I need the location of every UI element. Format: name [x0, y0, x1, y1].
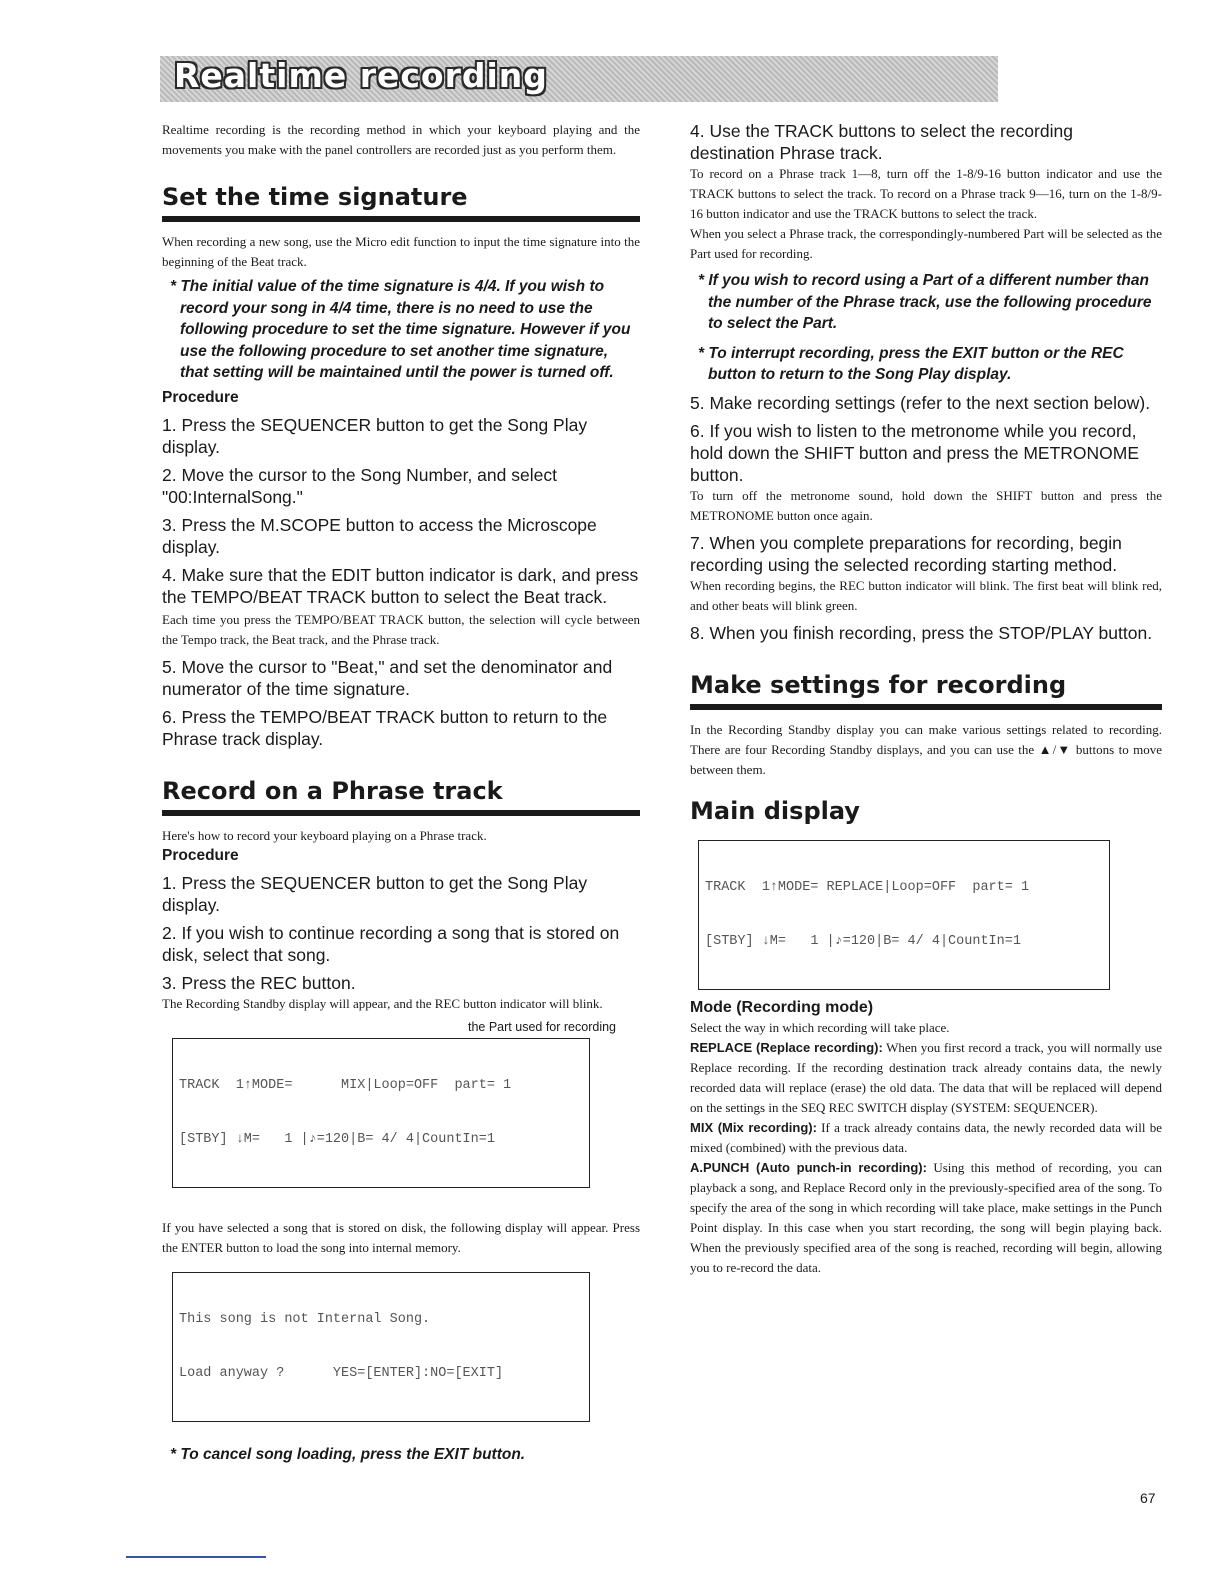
- lcd-main-line-1: TRACK 1↑MODE= REPLACE|Loop=OFF part= 1: [705, 879, 1030, 895]
- bottom-rule: [126, 1556, 266, 1558]
- ts-step-6: 6. Press the TEMPO/BEAT TRACK button to return to the Phrase track display.: [162, 706, 608, 749]
- pt-step-3: 3. Press the REC button.: [162, 972, 356, 993]
- lcd-main-display: [698, 840, 1110, 990]
- heading-time-signature: Set the time signature: [162, 182, 640, 222]
- time-signature-note: * The initial value of the time signature is 4/4. If you wish to record your song in 4/4 time, there is no need to use the following procedure to set the time signature. However if you use the following procedure to set another time signature, that setting will be maintained until the power is turned off.: [170, 278, 631, 381]
- disk-song-text: If you have selected a song that is stored on disk, the following display will appear. Press the ENTER button to load the song into internal memory.: [162, 1219, 640, 1255]
- ts-step-5: 5. Move the cursor to "Beat," and set the denominator and numerator of the time signature.: [162, 656, 613, 699]
- lcd-standby-display: [172, 1038, 590, 1188]
- rt-note-1: * If you wish to record using a Part of a different number than the number of the Phrase track, use the following procedure to select the Part.: [698, 272, 1152, 332]
- pt-step-3-detail: The Recording Standby display will appear, and the REC button indicator will blink.: [162, 995, 603, 1011]
- heading-main-display: Main display: [690, 796, 860, 825]
- ts-step-4-detail: Each time you press the TEMPO/BEAT TRACK button, the selection will cycle between the Tempo track, the Beat track, and the Phrase track.: [162, 611, 640, 647]
- replace-label: REPLACE (Replace recording):: [690, 1039, 883, 1055]
- rt-step-6: 6. If you wish to listen to the metronome while you record, hold down the SHIFT button and press the METRONOME button.: [690, 420, 1140, 485]
- mix-label: MIX (Mix recording):: [690, 1119, 817, 1135]
- mix-paragraph: [690, 1118, 1162, 1158]
- heading-phrase-track: Record on a Phrase track: [162, 776, 640, 816]
- phrase-track-body: Here's how to record your keyboard playing on a Phrase track.: [162, 827, 487, 843]
- right-column: [690, 120, 1162, 1278]
- lcd-main-line-2: [STBY] ↓M= 1 |♪=120|B= 4/ 4|CountIn=1: [705, 933, 1021, 949]
- cancel-note: * To cancel song loading, press the EXIT button.: [170, 1445, 526, 1463]
- ts-step-4: 4. Make sure that the EDIT button indicator is dark, and press the TEMPO/BEAT TRACK button to select the Beat track.: [162, 564, 639, 607]
- rt-note-2: * To interrupt recording, press the EXIT button or the REC button to return to the Song Play display.: [698, 344, 1124, 383]
- procedure-label: Procedure: [162, 388, 239, 406]
- replace-text: When you first record a track, you will normally use Replace recording. If the recording destination track already contains data, the newly recorded data will replace (erase) the old data. The data that will be replaced will depend on the settings in the SEQ REC SWITCH display (SYSTEM: SEQUENCER).: [690, 1039, 1162, 1115]
- ts-step-1: 1. Press the SEQUENCER button to get the Song Play display.: [162, 414, 588, 457]
- settings-body: In the Recording Standby display you can make various settings related to recording. There are four Recording Standby displays, and you can use the ▲/▼ buttons to move between them.: [690, 721, 1162, 777]
- lcd-load-line-2: Load anyway ? YES=[ENTER]:NO=[EXIT]: [179, 1365, 504, 1381]
- mix-text: If a track already contains data, the newly recorded data will be mixed (combined) with the previous data.: [690, 1119, 1162, 1155]
- title-banner: [160, 56, 998, 102]
- lcd-load-display: [172, 1272, 590, 1422]
- pt-step-1: 1. Press the SEQUENCER button to get the Song Play display.: [162, 872, 588, 915]
- rt-step-6-detail: To turn off the metronome sound, hold down the SHIFT button and press the METRONOME button once again.: [690, 487, 1162, 523]
- rt-step-4-detail: To record on a Phrase track 1—8, turn off the 1-8/9-16 button indicator and use the TRACK buttons to select the track. To record on a Phrase track 9—16, turn on the 1-8/9-16 button indicator and use the TRACK buttons to select the track.: [690, 166, 1162, 221]
- rt-step-5: 5. Make recording settings (refer to the next section below).: [690, 392, 1151, 413]
- rt-step-7-detail: When recording begins, the REC button indicator will blink. The first beat will blink red, and other beats will blink green.: [690, 577, 1162, 613]
- punch-text: Using this method of recording, you can playback a song, and Replace Record only in the previously-specified area of the song. To specify the area of the song in which recording will take place, make settings in the Punch Point display. In this case when you start recording, the song will begin playing back. When the previously specified area of the song is reached, recording will begin, allowing you to re-record the data.: [690, 1159, 1163, 1275]
- mode-body: Select the way in which recording will take place.: [690, 1019, 950, 1035]
- lcd-load-line-1: This song is not Internal Song.: [179, 1311, 431, 1327]
- ts-step-3: 3. Press the M.SCOPE button to access the Microscope display.: [162, 514, 597, 557]
- left-column: [162, 120, 640, 1465]
- rt-step-4: 4. Use the TRACK buttons to select the recording destination Phrase track.: [690, 121, 1073, 163]
- punch-paragraph: [690, 1158, 1162, 1278]
- rt-step-7: 7. When you complete preparations for recording, begin recording using the selected recording starting method.: [690, 532, 1122, 575]
- intro-text: Realtime recording is the recording method in which your keyboard playing and the movements you make with the panel controllers are recorded just as you perform them.: [162, 122, 640, 157]
- replace-paragraph: [690, 1038, 1162, 1118]
- lcd-line-1: TRACK 1↑MODE= MIX|Loop=OFF part= 1: [179, 1077, 512, 1093]
- pt-step-2: 2. If you wish to continue recording a song that is stored on disk, select that song.: [162, 922, 620, 965]
- lcd-caption: the Part used for recording: [468, 1019, 616, 1034]
- rt-step-4-detail-2: When you select a Phrase track, the correspondingly-numbered Part will be selected as the Part used for recording.: [690, 226, 1162, 261]
- heading-settings: Make settings for recording: [690, 670, 1162, 710]
- rt-step-8: 8. When you finish recording, press the STOP/PLAY button.: [690, 622, 1153, 643]
- ts-step-2: 2. Move the cursor to the Song Number, and select "00:InternalSong.": [162, 464, 557, 507]
- page-title: Realtime recording: [174, 56, 548, 95]
- mode-heading: Mode (Recording mode): [690, 998, 874, 1016]
- time-signature-body: When recording a new song, use the Micro edit function to input the time signature into the beginning of the Beat track.: [162, 234, 640, 269]
- lcd-line-2: [STBY] ↓M= 1 |♪=120|B= 4/ 4|CountIn=1: [179, 1131, 495, 1147]
- punch-label: A.PUNCH (Auto punch-in recording):: [690, 1159, 927, 1175]
- procedure-label-2: Procedure: [162, 846, 239, 864]
- page-number: 67: [1140, 1490, 1156, 1506]
